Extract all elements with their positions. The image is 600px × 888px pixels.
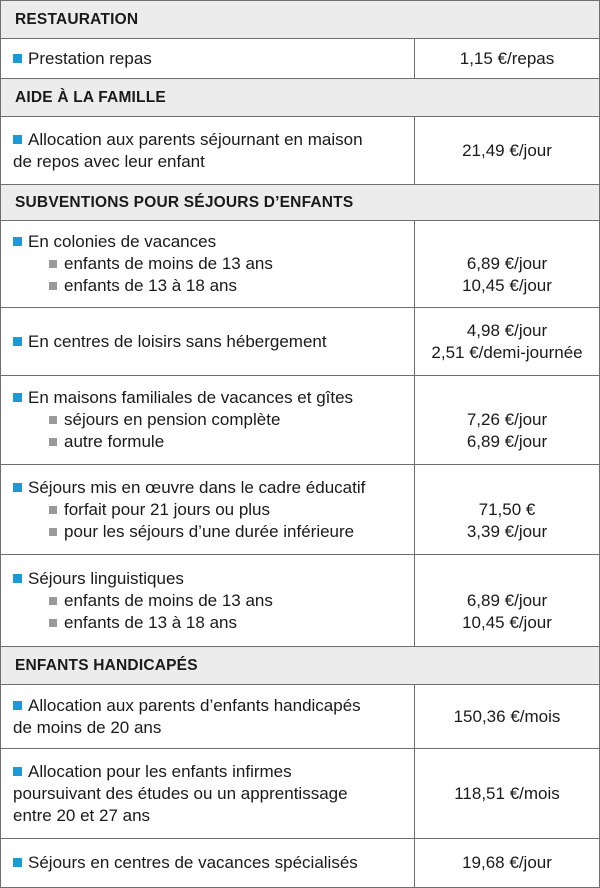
section-header-subventions [1, 184, 599, 220]
item-label-continuation: entre 20 et 27 ans [13, 805, 151, 825]
table-row [1, 375, 599, 464]
blue-square-bullet-icon [13, 135, 22, 144]
item-value: 71,50 € [478, 499, 536, 519]
section-title: AIDE À LA FAMILLE [15, 88, 166, 106]
sub-item-label: enfants de 13 à 18 ans [64, 276, 237, 295]
item-value: 118,51 €/mois [454, 783, 560, 803]
value-cell [415, 465, 599, 554]
item-label: En colonies de vacances [28, 232, 217, 251]
value-cell [415, 117, 599, 184]
item-value: 7,26 €/jour [466, 410, 548, 429]
value-cell [415, 839, 599, 887]
section-header-restauration [1, 0, 599, 38]
item-label: Allocation aux parents séjournant en maison [28, 129, 363, 149]
sub-item-label: pour les séjours d’une durée inférieure [64, 521, 355, 541]
label-cell [1, 555, 415, 646]
blue-square-bullet-icon [13, 767, 22, 776]
table-row [1, 220, 599, 307]
item-label: Allocation aux parents d’enfants handicapés [28, 695, 361, 715]
item-label-continuation: poursuivant des études ou un apprentissage [13, 783, 348, 803]
item-value: 1,15 €/repas [459, 48, 555, 68]
blue-square-bullet-icon [13, 858, 22, 867]
table-row [1, 554, 599, 646]
table-row [1, 464, 599, 554]
item-value: 6,89 €/jour [466, 590, 548, 610]
value-cell [415, 376, 599, 464]
item-value: 4,98 €/jour [466, 320, 548, 340]
blue-square-bullet-icon [13, 337, 22, 346]
item-value: 150,36 €/mois [453, 706, 561, 726]
sub-item-label: autre formule [64, 432, 165, 451]
sub-item-label: enfants de moins de 13 ans [64, 254, 273, 273]
item-value: 6,89 €/jour [466, 432, 548, 451]
grey-square-bullet-icon [49, 438, 57, 446]
item-label: Prestation repas [28, 48, 152, 68]
item-value: 21,49 €/jour [462, 140, 552, 160]
section-header-enfants-handicapes [1, 646, 599, 684]
label-cell [1, 749, 415, 838]
table-row [1, 684, 599, 748]
section-title: SUBVENTIONS POUR SÉJOURS D’ENFANTS [15, 193, 354, 211]
sub-item-label: forfait pour 21 jours ou plus [64, 499, 271, 519]
section-title: RESTAURATION [15, 10, 139, 28]
blue-square-bullet-icon [13, 574, 22, 583]
value-cell [415, 221, 599, 307]
item-label-continuation: de repos avec leur enfant [13, 151, 205, 171]
blue-square-bullet-icon [13, 701, 22, 710]
item-value: 19,68 €/jour [462, 853, 552, 872]
item-label-continuation: de moins de 20 ans [13, 717, 162, 737]
table-row [1, 838, 599, 888]
label-cell [1, 308, 415, 375]
item-label: Séjours mis en œuvre dans le cadre éducatif [28, 477, 366, 497]
label-cell [1, 465, 415, 554]
grey-square-bullet-icon [49, 282, 57, 290]
label-cell [1, 685, 415, 748]
value-cell [415, 39, 599, 78]
label-cell [1, 376, 415, 464]
value-cell [415, 555, 599, 646]
label-cell [1, 117, 415, 184]
blue-square-bullet-icon [13, 54, 22, 63]
value-cell [415, 308, 599, 375]
item-label: Séjours en centres de vacances spécialisés [28, 853, 358, 872]
item-value: 10,45 €/jour [462, 276, 552, 295]
table-row [1, 38, 599, 78]
label-cell [1, 221, 415, 307]
value-cell [415, 749, 599, 838]
section-title: ENFANTS HANDICAPÉS [15, 656, 198, 674]
grey-square-bullet-icon [49, 506, 57, 514]
item-label: En centres de loisirs sans hébergement [28, 331, 327, 351]
blue-square-bullet-icon [13, 237, 22, 246]
sub-item-label: enfants de moins de 13 ans [64, 590, 273, 610]
grey-square-bullet-icon [49, 260, 57, 268]
label-cell [1, 839, 415, 887]
item-value: 6,89 €/jour [466, 254, 548, 273]
table-row [1, 307, 599, 375]
item-value: 3,39 €/jour [466, 521, 548, 541]
grey-square-bullet-icon [49, 416, 57, 424]
table-row [1, 748, 599, 838]
item-value: 10,45 €/jour [462, 612, 552, 632]
value-cell [415, 685, 599, 748]
item-value: 2,51 €/demi-journée [431, 342, 583, 362]
item-label: En maisons familiales de vacances et gîtes [28, 388, 354, 407]
table-row [1, 116, 599, 184]
label-cell [1, 39, 415, 78]
item-label: Allocation pour les enfants infirmes [28, 761, 292, 781]
sub-item-label: enfants de 13 à 18 ans [64, 612, 237, 632]
item-label: Séjours linguistiques [28, 568, 184, 588]
grey-square-bullet-icon [49, 619, 57, 627]
grey-square-bullet-icon [49, 528, 57, 536]
section-header-aide-famille [1, 78, 599, 116]
grey-square-bullet-icon [49, 597, 57, 605]
blue-square-bullet-icon [13, 393, 22, 402]
blue-square-bullet-icon [13, 483, 22, 492]
sub-item-label: séjours en pension complète [64, 410, 281, 429]
